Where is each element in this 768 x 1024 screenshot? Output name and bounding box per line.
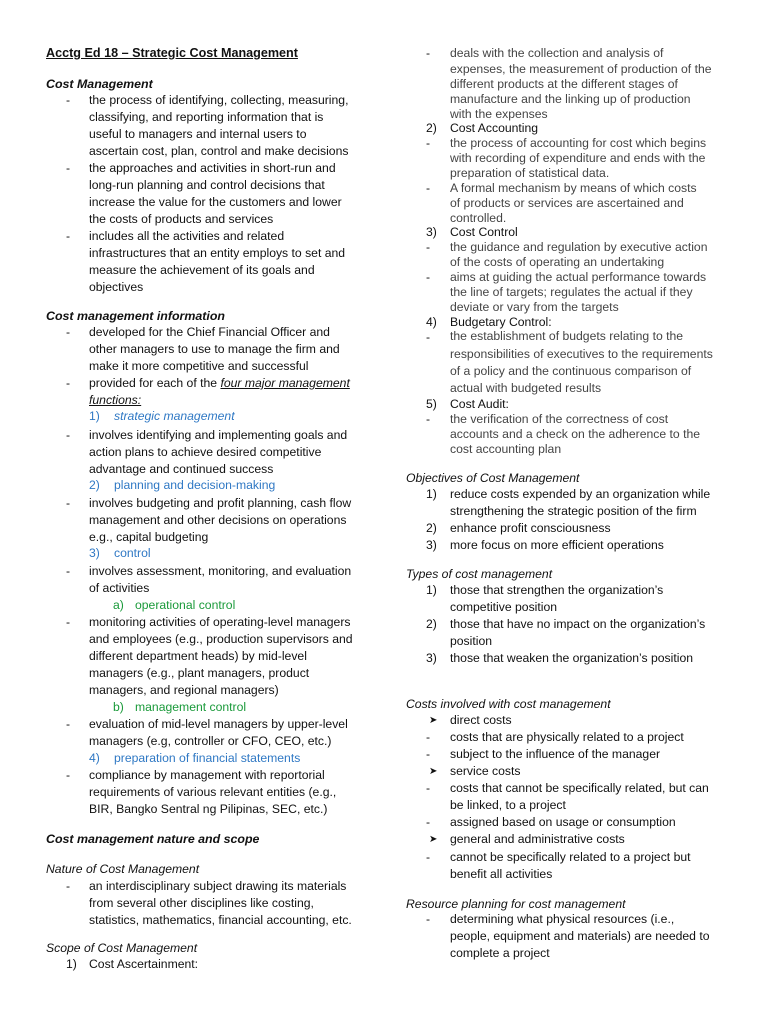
text-line: an interdisciplinary subject drawing its materials [89, 879, 347, 893]
bullet-dash: - [66, 879, 71, 893]
text-line: monitoring activities of operating-level managers [89, 615, 351, 629]
bullet-dash: - [66, 325, 71, 339]
text-line: preparation of statistical data. [450, 166, 610, 180]
function-control: control [114, 546, 151, 560]
text-line: expenses, the measurement of production of the [450, 62, 712, 76]
text-line: BIR, Bangko Sentral ng Pilipinas, SEC, etc.) [89, 802, 328, 816]
text-line: involves assessment, monitoring, and evaluation [89, 564, 352, 578]
bullet-dash: - [426, 270, 431, 284]
text-line: make it more competitive and successful [89, 359, 309, 373]
bullet-dash: - [426, 46, 431, 60]
list-number: 1) [66, 957, 77, 971]
text-line: people, equipment and materials) are needed to [450, 929, 710, 943]
text-line: different department heads) by mid-level [89, 649, 307, 663]
text-line: the costs of products and services [89, 212, 274, 226]
text-line: the process of accounting for cost which begins [450, 136, 707, 150]
text-line: actual with budgeted results [450, 381, 602, 395]
list-letter: b) [113, 700, 124, 714]
text-line: general and administrative costs [450, 832, 625, 846]
text-line: the line of targets; regulates the actual if they [450, 285, 693, 299]
cost-ascertainment: Cost Ascertainment: [89, 957, 199, 971]
text-line: costs that cannot be specifically related, but can [450, 781, 709, 795]
text-line: those that strengthen the organization’s [450, 583, 664, 597]
text-line: the guidance and regulation by executive action [450, 240, 708, 254]
text-line: classifying, and reporting information that is [89, 110, 324, 124]
bullet-dash: - [426, 240, 431, 254]
text-line: deals with the collection and analysis of [450, 46, 664, 60]
text-line: reduce costs expended by an organization while [450, 487, 711, 501]
bullet-dash: - [426, 136, 431, 150]
list-number: 2) [89, 478, 100, 492]
resource-planning-heading: Resource planning for cost management [406, 897, 626, 911]
text-line: compliance by management with reportorial [89, 768, 325, 782]
list-number: 3) [426, 538, 437, 552]
text-line: the process of identifying, collecting, measuring, [89, 93, 349, 107]
bullet-dash: - [426, 912, 431, 926]
budgetary-control: Budgetary Control: [450, 315, 552, 329]
cost-management-information-heading: Cost management information [46, 309, 225, 323]
text-line: be linked, to a project [450, 798, 566, 812]
text-line: infrastructures that an entity employs to set and [89, 246, 346, 260]
text-line: controlled. [450, 211, 507, 225]
text-line: involves identifying and implementing goals and [89, 428, 348, 442]
text-line: e.g., capital budgeting [89, 530, 209, 544]
text-line: cost accounting plan [450, 442, 562, 456]
bullet-dash: - [66, 93, 71, 107]
text-line: subject to the influence of the manager [450, 747, 661, 761]
list-number: 1) [426, 583, 437, 597]
text-line: managers (e.g, controller or CFO, CEO, etc.) [89, 734, 332, 748]
list-number: 1) [89, 409, 100, 423]
bullet-dash: - [426, 730, 431, 744]
bullet-dash: - [426, 330, 431, 344]
text-line: with recording of expenditure and ends with the [450, 151, 706, 165]
text-line: the establishment of budgets relating to the [450, 329, 684, 343]
text-line: measure the achievement of its goals and [89, 263, 315, 277]
text-line: management and other decisions on operations [89, 513, 347, 527]
nature-scope-heading: Cost management nature and scope [46, 832, 260, 846]
bullet-dash: - [66, 376, 71, 390]
function-financial-statements: preparation of financial statements [114, 751, 301, 765]
costs-involved-heading: Costs involved with cost management [406, 697, 611, 711]
list-number: 4) [426, 315, 437, 329]
bullet-dash: - [66, 496, 71, 510]
text-line: other managers to use to manage the firm and [89, 342, 340, 356]
text-line: evaluation of mid-level managers by upper-level [89, 717, 348, 731]
text-line: with the expenses [450, 107, 548, 121]
text-line: managers, and regional managers) [89, 683, 279, 697]
list-number: 4) [89, 751, 100, 765]
text-line: complete a project [450, 946, 550, 960]
text-line: more focus on more efficient operations [450, 538, 664, 552]
bullet-dash: - [426, 181, 431, 195]
text-line: action plans to achieve desired competitive [89, 445, 322, 459]
text-line [89, 376, 350, 390]
text-line: and employees (e.g., production supervisors and [89, 632, 353, 646]
text-line: accounts and a check on the adherence to the [450, 427, 701, 441]
text-line: long-run planning and control decisions that [89, 178, 325, 192]
function-planning: planning and decision-making [114, 478, 276, 492]
text-line: of a policy and the continuous comparison of [450, 364, 692, 378]
cost-control: Cost Control [450, 225, 518, 239]
text-line: developed for the Chief Financial Officer and [89, 325, 330, 339]
functions-emphasis: functions: [89, 393, 142, 407]
text-line: the verification of the correctness of cost [450, 412, 669, 426]
document-title: Acctg Ed 18 – Strategic Cost Management [46, 46, 298, 60]
text-line: includes all the activities and related [89, 229, 285, 243]
four-functions-emphasis: four major management [220, 376, 350, 390]
nature-heading: Nature of Cost Management [46, 862, 200, 876]
arrow-bullet-icon: ➤ [429, 766, 438, 777]
text-line: the approaches and activities in short-run and [89, 161, 336, 175]
text-line: those that have no impact on the organization’s [450, 617, 706, 631]
text-line: cannot be specifically related to a project but [450, 850, 691, 864]
text-line: service costs [450, 764, 521, 778]
text-line: competitive position [450, 600, 558, 614]
text-line: benefit all activities [450, 867, 553, 881]
types-heading: Types of cost management [406, 567, 553, 581]
bullet-dash: - [426, 412, 431, 426]
text-line: requirements of various relevant entities (e.g., [89, 785, 337, 799]
list-number: 2) [426, 521, 437, 535]
list-number: 5) [426, 397, 437, 411]
list-number: 2) [426, 121, 437, 135]
text-line: managers (e.g., plant managers, product [89, 666, 310, 680]
text-line: objectives [89, 280, 144, 294]
bullet-dash: - [66, 428, 71, 442]
text-line: strengthening the strategic position of the firm [450, 504, 697, 518]
text-line: responsibilities of executives to the requirements [450, 347, 713, 361]
text-line: useful to managers and internal users to [89, 127, 307, 141]
text-line: ascertain cost, plan, control and make decisions [89, 144, 349, 158]
list-number: 1) [426, 487, 437, 501]
text-line: deviate or vary from the targets [450, 300, 619, 314]
text-line: aims at guiding the actual performance towards [450, 270, 707, 284]
text-line: advantage and continued success [89, 462, 274, 476]
list-number: 3) [426, 225, 437, 239]
bullet-dash: - [66, 161, 71, 175]
bullet-dash: - [66, 229, 71, 243]
text-line: direct costs [450, 713, 512, 727]
cost-accounting: Cost Accounting [450, 121, 539, 135]
operational-control: operational control [135, 598, 236, 612]
arrow-bullet-icon: ➤ [429, 715, 438, 726]
text-line: from several other disciplines like costing, [89, 896, 314, 910]
list-number: 3) [426, 651, 437, 665]
text-line: A formal mechanism by means of which costs [450, 181, 697, 195]
cost-management-heading: Cost Management [46, 77, 153, 91]
text-line: position [450, 634, 493, 648]
text-line: those that weaken the organization’s position [450, 651, 694, 665]
text-line: manufacture and the linking up of production [450, 92, 691, 106]
bullet-dash: - [66, 717, 71, 731]
text-span: provided for each of the [89, 376, 221, 390]
text-line: of activities [89, 581, 150, 595]
bullet-dash: - [426, 850, 431, 864]
text-line: costs that are physically related to a project [450, 730, 684, 744]
text-line: determining what physical resources (i.e., [450, 912, 675, 926]
text-line: enhance profit consciousness [450, 521, 611, 535]
text-line: of the costs of operating an undertaking [450, 255, 665, 269]
bullet-dash: - [66, 615, 71, 629]
text-line: increase the value for the customers and lower [89, 195, 342, 209]
list-number: 3) [89, 546, 100, 560]
text-line: assigned based on usage or consumption [450, 815, 676, 829]
list-letter: a) [113, 598, 124, 612]
text-line: of products or services are ascertained and [450, 196, 684, 210]
text-line: different products at the different stages of [450, 77, 678, 91]
text-line: statistics, mathematics, financial accounting, etc. [89, 913, 352, 927]
bullet-dash: - [66, 564, 71, 578]
bullet-dash: - [426, 747, 431, 761]
objectives-heading: Objectives of Cost Management [406, 471, 580, 485]
scope-heading: Scope of Cost Management [46, 941, 198, 955]
bullet-dash: - [426, 815, 431, 829]
list-number: 2) [426, 617, 437, 631]
function-strategic-management: strategic management [114, 409, 235, 423]
bullet-dash: - [426, 781, 431, 795]
text-line: involves budgeting and profit planning, cash flow [89, 496, 352, 510]
arrow-bullet-icon: ➤ [429, 834, 438, 845]
bullet-dash: - [66, 768, 71, 782]
cost-audit: Cost Audit: [450, 397, 509, 411]
management-control: management control [135, 700, 247, 714]
